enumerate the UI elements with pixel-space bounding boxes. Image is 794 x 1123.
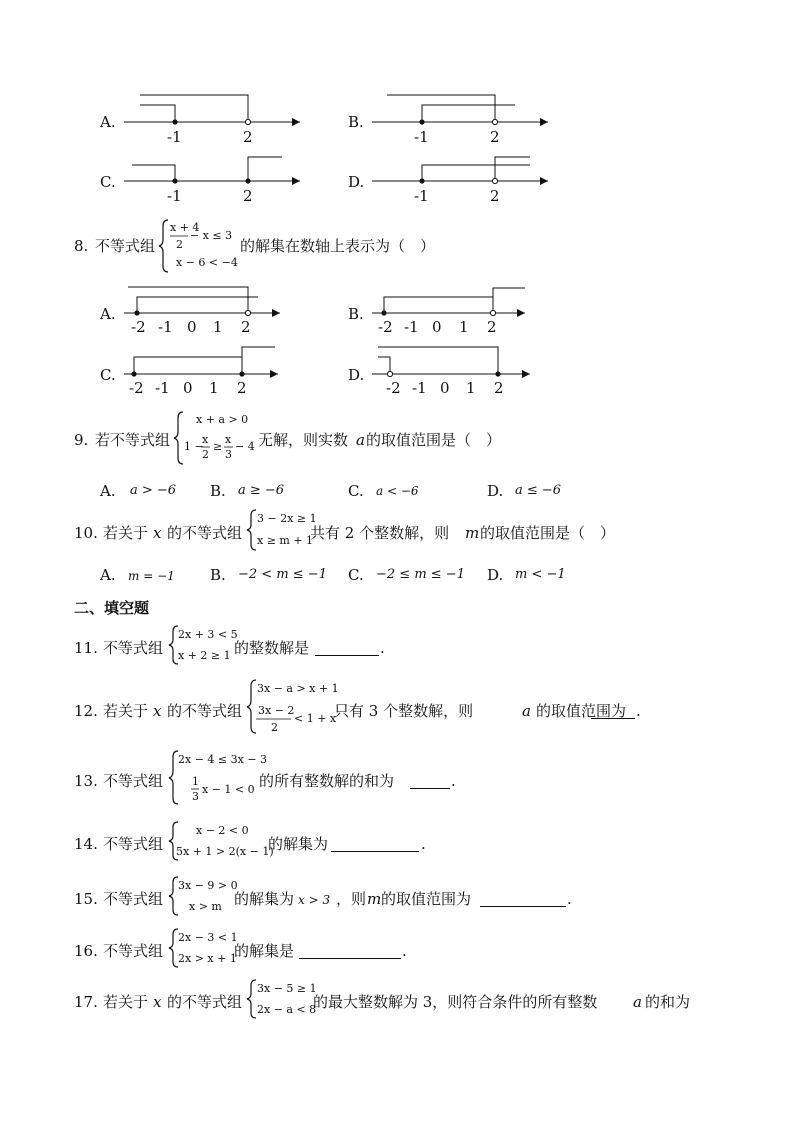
- q13-line2-num: 1: [192, 775, 199, 788]
- q15-suffix2: ，则: [336, 890, 367, 908]
- q16-line2: 2x > x + 1: [178, 952, 237, 965]
- q12-var-x: x: [153, 702, 162, 720]
- q12-prefix2: 的不等式组: [167, 702, 243, 720]
- q13-answer-blank[interactable]: [410, 774, 450, 789]
- q9-option-a-label[interactable]: A.: [100, 482, 116, 500]
- q11-answer-blank[interactable]: [315, 641, 379, 656]
- q7-option-a-label[interactable]: A.: [100, 113, 116, 131]
- q14-number: 14.: [74, 835, 98, 853]
- q11-suffix: 的整数解是: [234, 639, 310, 657]
- q9-suffix2: 的取值范围是（ ）: [366, 431, 502, 449]
- q14-suffix: 的解集为: [268, 835, 329, 853]
- q10-option-b-value[interactable]: −2 < m ≤ −1: [238, 567, 327, 582]
- q7-b-tick-2: 2: [490, 128, 500, 146]
- q10-number: 10.: [74, 524, 98, 542]
- q11-prefix: 不等式组: [103, 639, 164, 657]
- section-heading-fill-blank: 二、填空题: [74, 599, 150, 617]
- q7-c-tick-2: 2: [243, 187, 253, 205]
- q10-option-b-label[interactable]: B.: [210, 566, 226, 584]
- q9-option-d-label[interactable]: D.: [487, 482, 504, 500]
- q9-line2-b: − 4: [235, 440, 255, 453]
- q10-suffix: 共有 2 个整数解，则: [310, 524, 450, 542]
- q10-var-m: m: [465, 524, 480, 542]
- q8-line1-rest: − x ≤ 3: [190, 229, 233, 242]
- q9-line2-a: 1 −: [184, 440, 204, 453]
- q8-line2: x − 6 < −4: [176, 256, 238, 269]
- q17-number: 17.: [74, 993, 98, 1011]
- q8-d-tick-4: 2: [494, 379, 504, 397]
- q13-prefix: 不等式组: [103, 772, 164, 790]
- q9-frac1-num: x: [202, 433, 209, 446]
- q8-line1-denominator: 2: [176, 238, 183, 251]
- q16-line1: 2x − 3 < 1: [178, 931, 238, 944]
- q8-c-tick-0: -2: [129, 379, 144, 397]
- q8-a-tick-1: -1: [158, 318, 173, 336]
- q17-prefix2: 的不等式组: [167, 993, 243, 1011]
- q8-option-a-label[interactable]: A.: [100, 305, 116, 323]
- q8-b-tick-0: -2: [378, 318, 393, 336]
- q8-a-tick-2: 0: [187, 318, 197, 336]
- q9-option-c-label[interactable]: C.: [348, 482, 364, 500]
- q8-option-b-label[interactable]: B.: [348, 305, 364, 323]
- q10-option-a-label[interactable]: A.: [100, 566, 116, 584]
- q10-option-a-value[interactable]: m = −1: [128, 569, 175, 583]
- q8-prefix: 不等式组: [95, 237, 156, 255]
- q12-suffix2: 的取值范围为: [536, 702, 627, 720]
- q13-line1: 2x − 4 ≤ 3x − 3: [178, 753, 268, 766]
- q13-line2-den: 3: [192, 790, 199, 803]
- q14-end: .: [421, 835, 426, 853]
- q8-b-tick-3: 1: [459, 318, 469, 336]
- q15-line1: 3x − 9 > 0: [178, 879, 238, 892]
- q9-option-b-value[interactable]: a ≥ −6: [238, 483, 285, 498]
- q10-option-d-label[interactable]: D.: [487, 566, 504, 584]
- q15-suffix: 的解集为: [234, 890, 295, 908]
- q9-option-b-label[interactable]: B.: [210, 482, 226, 500]
- q7-a-tick-2: 2: [243, 128, 253, 146]
- q12-line1: 3x − a > x + 1: [257, 682, 339, 695]
- q9-option-d-value[interactable]: a ≤ −6: [515, 483, 562, 498]
- q10-var-x: x: [153, 524, 162, 542]
- q7-a-tick-minus1: -1: [167, 128, 182, 146]
- q8-a-tick-0: -2: [131, 318, 146, 336]
- q15-answer-blank[interactable]: [480, 892, 566, 907]
- q16-answer-blank[interactable]: [299, 944, 401, 959]
- q8-c-tick-2: 0: [183, 379, 193, 397]
- q10-line2: x ≥ m + 1: [257, 534, 314, 547]
- q14-line2: 5x + 1 > 2(x − 1): [176, 845, 274, 858]
- q8-d-tick-2: 0: [440, 379, 450, 397]
- q17-brace: [0, 0, 1, 1]
- q17-line2: 2x − a < 8: [257, 1003, 317, 1016]
- q8-b-tick-4: 2: [487, 318, 497, 336]
- q11-line2: x + 2 ≥ 1: [178, 649, 231, 662]
- q10-option-d-value[interactable]: m < −1: [515, 567, 566, 582]
- q11-line1: 2x + 3 < 5: [178, 628, 238, 641]
- q8-b-tick-1: -1: [404, 318, 419, 336]
- q11-number: 11.: [74, 639, 98, 657]
- q9-prefix: 若不等式组: [95, 431, 171, 449]
- q17-suffix: 的最大整数解为 3，则符合条件的所有整数: [313, 993, 598, 1011]
- q15-number: 15.: [74, 890, 98, 908]
- q8-number: 8.: [74, 237, 89, 255]
- q9-frac2-num: x: [225, 433, 232, 446]
- q9-ge: ≥: [213, 440, 223, 453]
- q9-frac1-den: 2: [202, 448, 209, 461]
- q8-d-tick-1: -1: [412, 379, 427, 397]
- q7-option-d-label[interactable]: D.: [348, 173, 365, 191]
- q10-option-c-value[interactable]: −2 ≤ m ≤ −1: [376, 567, 465, 582]
- q14-answer-blank[interactable]: [331, 837, 419, 852]
- q8-option-d-label[interactable]: D.: [348, 366, 365, 384]
- q15-suffix3: 的取值范围为: [381, 890, 472, 908]
- q17-prefix: 若关于: [103, 993, 149, 1011]
- q12-suffix: 只有 3 个整数解，则: [334, 702, 474, 720]
- q12-number: 12.: [74, 702, 98, 720]
- q12-line2-rest: < 1 + x: [294, 712, 337, 725]
- q12-answer-blank[interactable]: [591, 704, 635, 719]
- q8-a-tick-4: 2: [241, 318, 251, 336]
- q16-suffix: 的解集是: [234, 942, 295, 960]
- q13-number: 13.: [74, 772, 98, 790]
- q7-option-c-label[interactable]: C.: [100, 173, 116, 191]
- q7-b-tick-minus1: -1: [414, 128, 429, 146]
- q13-line2-rest: x − 1 < 0: [202, 783, 255, 796]
- q8-c-tick-3: 1: [209, 379, 219, 397]
- q17-var-a: a: [633, 993, 642, 1011]
- q15-end: .: [567, 890, 572, 908]
- q10-line1: 3 − 2x ≥ 1: [257, 512, 317, 525]
- q13-end: .: [451, 772, 456, 790]
- q8-option-c-label[interactable]: C.: [100, 366, 116, 384]
- q10-prefix2: 的不等式组: [167, 524, 243, 542]
- q11-end: .: [380, 639, 385, 657]
- q9-line1: x + a > 0: [196, 413, 249, 426]
- q9-option-c-value[interactable]: a < −6: [376, 484, 419, 498]
- q10-suffix2: 的取值范围是（ ）: [480, 524, 616, 542]
- q7-option-b-label[interactable]: B.: [348, 113, 364, 131]
- q17-var-x: x: [153, 993, 162, 1011]
- q9-frac2-den: 3: [225, 448, 232, 461]
- q7-d-tick-2: 2: [490, 187, 500, 205]
- q12-line2-den: 2: [271, 721, 278, 734]
- q9-option-a-value[interactable]: a > −6: [130, 483, 177, 498]
- q16-number: 16.: [74, 942, 98, 960]
- q15-line2: x > m: [189, 900, 222, 913]
- q16-end: .: [402, 942, 407, 960]
- q10-option-c-label[interactable]: C.: [348, 566, 364, 584]
- q8-c-tick-4: 2: [237, 379, 247, 397]
- q7-d-tick-minus1: -1: [414, 187, 429, 205]
- q8-c-tick-1: -1: [155, 379, 170, 397]
- q15-var-m: m: [367, 890, 382, 908]
- q15-condition: x > 3: [298, 893, 331, 907]
- q10-prefix: 若关于: [103, 524, 149, 542]
- q8-d-tick-3: 1: [466, 379, 476, 397]
- q12-var-a: a: [522, 702, 531, 720]
- q12-line2-num: 3x − 2: [258, 704, 295, 717]
- q14-line1: x − 2 < 0: [196, 824, 249, 837]
- q7-c-tick-minus1: -1: [167, 187, 182, 205]
- q13-suffix: 的所有整数解的和为: [259, 772, 395, 790]
- q16-prefix: 不等式组: [103, 942, 164, 960]
- q14-prefix: 不等式组: [103, 835, 164, 853]
- q8-suffix: 的解集在数轴上表示为（ ）: [240, 237, 436, 255]
- q9-suffix: 无解，则实数: [258, 431, 349, 449]
- q12-prefix: 若关于: [103, 702, 149, 720]
- q15-prefix: 不等式组: [103, 890, 164, 908]
- q8-line1-numerator: x + 4: [170, 221, 200, 234]
- q17-suffix2: 的和为: [645, 993, 691, 1011]
- q9-number: 9.: [74, 431, 89, 449]
- q17-line1: 3x − 5 ≥ 1: [257, 982, 317, 995]
- q8-b-tick-2: 0: [432, 318, 442, 336]
- q12-end: .: [636, 702, 641, 720]
- q8-a-tick-3: 1: [213, 318, 223, 336]
- q8-d-tick-0: -2: [386, 379, 401, 397]
- q9-var-a: a: [356, 431, 365, 449]
